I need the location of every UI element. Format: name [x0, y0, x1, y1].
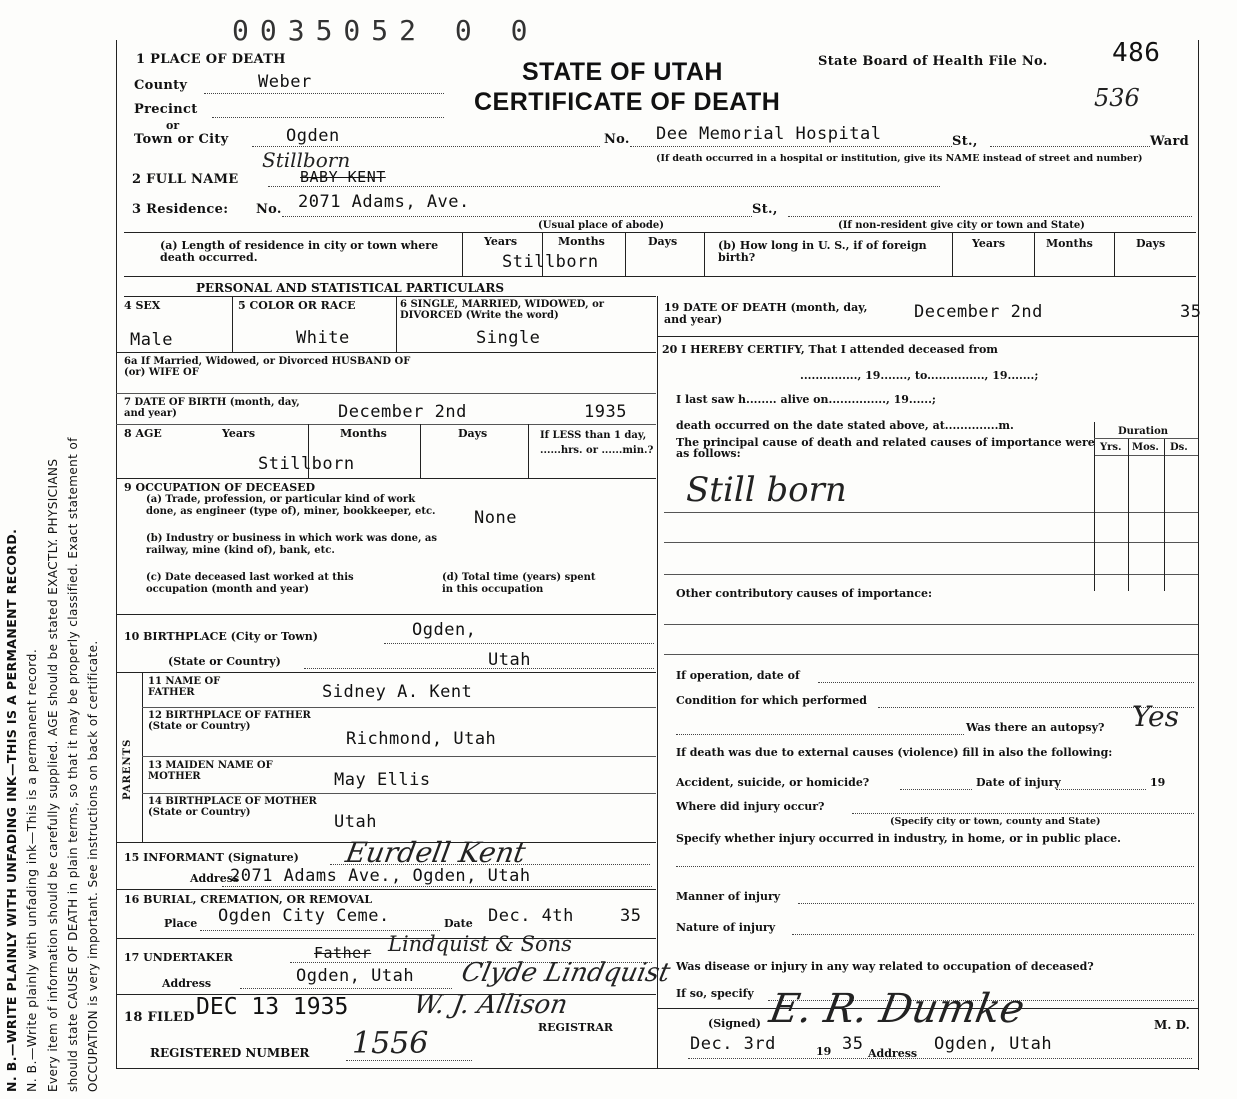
burial-place: Ogden City Ceme. — [218, 906, 390, 926]
registrar-signature: W. J. Allison — [411, 990, 570, 1020]
nature-label: Nature of injury — [676, 921, 776, 934]
undertaker-label: 17 UNDERTAKER — [124, 951, 233, 964]
father-label: 11 NAME OF FATHER — [148, 676, 221, 698]
burial-place-label: Place — [164, 917, 198, 930]
us-years-head: Years — [972, 237, 1006, 250]
burial-date-label: Date — [444, 917, 473, 930]
undertaker-struck: Father — [314, 944, 372, 962]
if-so-label: If so, specify — [676, 987, 754, 1000]
frame-right — [1198, 40, 1199, 1070]
spouse-label: 6a If Married, Widowed, or Divorced HUSBAND OF (or) WIFE OF — [124, 356, 411, 378]
color-label: 5 COLOR OR RACE — [238, 299, 356, 312]
age-years-head: Years — [222, 427, 256, 440]
specify-industry-label: Specify whether injury occurred in industry, in home, or in public place. — [676, 832, 1121, 845]
sign-year-prefix: 19 — [816, 1045, 832, 1058]
age-less-label: If LESS than 1 day, ......hrs. or ......min.? — [540, 430, 654, 456]
sign-address-label: Address — [868, 1047, 918, 1060]
mos-head: Mos. — [1132, 442, 1159, 453]
place-heading: 1 PLACE OF DEATH — [136, 52, 286, 67]
other-causes-label: Other contributory causes of importance: — [676, 587, 933, 600]
marital-label: 6 SINGLE, MARRIED, WIDOWED, or DIVORCED (Write the word) — [400, 299, 605, 321]
sidebar-line-5: OCCUPATION is very important. See instructions on back of certificate. — [86, 640, 100, 1092]
cause-value: Still born — [686, 470, 847, 510]
operation-label: If operation, date of — [676, 669, 800, 682]
accident-label: Accident, suicide, or homicide? — [676, 776, 870, 789]
marital-value: Single — [476, 328, 541, 348]
informant-signature: Eurdell Kent — [343, 836, 529, 869]
burial-label: 16 BURIAL, CREMATION, OR REMOVAL — [124, 893, 373, 906]
st-label: St., — [952, 134, 978, 149]
nonres-note: (If non-resident give city or town and State) — [838, 220, 1085, 231]
signed-label: (Signed) — [708, 1017, 761, 1030]
autopsy-label: Was there an autopsy? — [966, 721, 1105, 734]
autopsy-answer: Yes — [1132, 700, 1179, 733]
burial-date: Dec. 4th — [488, 906, 574, 926]
name-struck: BABY KENT — [300, 168, 386, 186]
burial-year: 35 — [620, 906, 642, 926]
us-days-head: Days — [1136, 237, 1166, 250]
occupation-c-label: (c) Date deceased last worked at this occupation (month and year) — [146, 572, 354, 595]
sign-year: 35 — [842, 1034, 864, 1054]
informant-address: 2071 Adams Ave., Ogden, Utah — [230, 866, 531, 886]
mother-bp-label: 14 BIRTHPLACE OF MOTHER (State or Country) — [148, 796, 317, 818]
specify-city-note: (Specify city or town, county and State) — [890, 816, 1101, 827]
undertaker-signature: Clyde Lindquist — [458, 958, 673, 988]
sidebar-line-2: N. B.—Write plainly with unfading ink—This is a permanent record. — [24, 648, 39, 1092]
injury-year: 19 — [1150, 776, 1166, 789]
sign-date: Dec. 3rd — [690, 1034, 776, 1054]
undertaker-value: Lindquist & Sons — [388, 932, 572, 956]
ds-head: Ds. — [1170, 442, 1188, 453]
us-months-head: Months — [1046, 237, 1093, 250]
dod-year: 35 — [1180, 302, 1202, 322]
undertaker-address-label: Address — [162, 977, 212, 990]
sidebar-line-1: N. B.—WRITE PLAINLY WITH UNFADING INK—THIS IS A PERMANENT RECORD. — [4, 528, 19, 1092]
father-value: Sidney A. Kent — [322, 682, 473, 702]
color-value: White — [296, 328, 350, 348]
frame-left — [116, 40, 117, 1068]
residence-no-label: No. — [256, 202, 282, 217]
age-value: Stillborn — [258, 454, 355, 474]
regnum-label: REGISTERED NUMBER — [150, 1046, 310, 1060]
mother-value: May Ellis — [334, 770, 431, 790]
dob-label: 7 DATE OF BIRTH (month, day, and year) — [124, 397, 300, 419]
dob-year: 1935 — [584, 402, 627, 422]
ward-label: Ward — [1150, 134, 1190, 149]
dod-value: December 2nd — [914, 302, 1043, 322]
file-number: 486 — [1112, 38, 1161, 68]
residence-st-label: St., — [752, 202, 778, 217]
occupation-label: 9 OCCUPATION OF DECEASED — [124, 481, 316, 494]
dod-label: 19 DATE OF DEATH (month, day, and year) — [664, 301, 868, 326]
related-label: Was disease or injury in any way related to occupation of deceased? — [676, 960, 1094, 973]
no-label: No. — [604, 132, 630, 147]
precinct-label: Precinct — [134, 102, 198, 117]
age-days-head: Days — [458, 427, 488, 440]
birthplace-state: Utah — [488, 650, 531, 670]
certify-dates: ..............., 19......., to..............., 19.......; — [800, 369, 1039, 382]
sex-value: Male — [130, 330, 173, 350]
certify-text: 20 I HEREBY CERTIFY, That I attended deceased from — [662, 343, 998, 356]
residence-label: 3 Residence: — [132, 202, 229, 217]
file-number-2: 536 — [1094, 84, 1140, 112]
occupation-value: None — [474, 508, 517, 528]
regnum-value: 1556 — [352, 1026, 429, 1061]
personal-heading: PERSONAL AND STATISTICAL PARTICULARS — [196, 281, 505, 295]
days-head: Days — [648, 235, 678, 248]
length-value: Stillborn — [502, 252, 599, 272]
informant-address-label: Address — [190, 872, 240, 885]
cert-title: CERTIFICATE OF DEATH — [474, 88, 781, 116]
file-label: State Board of Health File No. — [818, 54, 1048, 69]
father-bp-value: Richmond, Utah — [346, 729, 497, 749]
principal-cause-label: The principal cause of death and related causes of importance were as follows: — [676, 436, 1095, 460]
town-value: Ogden — [286, 126, 340, 146]
age-months-head: Months — [340, 427, 387, 440]
dob-value: December 2nd — [338, 402, 467, 422]
parents-label: PARENTS — [122, 738, 133, 800]
condition-label: Condition for which performed — [676, 694, 867, 707]
where-label: Where did injury occur? — [676, 800, 825, 813]
birthplace-label: 10 BIRTHPLACE (City or Town) — [124, 630, 318, 643]
years-head: Years — [484, 235, 518, 248]
county-value: Weber — [258, 72, 312, 92]
md-label: M. D. — [1154, 1018, 1190, 1032]
sex-label: 4 SEX — [124, 299, 161, 312]
serial-number: 0035052 0 0 — [232, 14, 539, 47]
or-label: or — [166, 119, 180, 132]
occupation-b-label: (b) Industry or business in which work was done, as railway, mine (kind of), bank, etc. — [146, 533, 438, 556]
mother-label: 13 MAIDEN NAME OF MOTHER — [148, 760, 273, 782]
date-injury-label: Date of injury — [976, 776, 1061, 789]
sidebar-line-4: should state CAUSE OF DEATH in plain terms, so that it may be properly classified. Exact statement of — [66, 437, 80, 1092]
sign-address: Ogden, Utah — [934, 1034, 1053, 1054]
hospital-value: Dee Memorial Hospital — [656, 124, 882, 144]
registrar-label: REGISTRAR — [538, 1021, 614, 1034]
hospital-note: (If death occurred in a hospital or institution, give its NAME instead of street and number) — [656, 153, 1143, 164]
yrs-head: Yrs. — [1100, 442, 1122, 453]
occupation-d-label: (d) Total time (years) spent in this occupation — [442, 572, 596, 595]
birthplace-city: Ogden, — [412, 620, 477, 640]
occupation-a-label: (a) Trade, profession, or particular kind of work done, as engineer (type of), miner, bookkeeper, etc. — [146, 494, 436, 517]
filed-label: 18 FILED — [124, 1010, 195, 1025]
undertaker-address: Ogden, Utah — [296, 966, 415, 986]
physician-signature: E. R. Dumke — [765, 986, 1028, 1032]
sidebar-line-3: Every item of information should be carefully supplied. AGE should be stated EXACTLY. PHYSICIANS — [46, 458, 60, 1092]
length-label: (a) Length of residence in city or town where death occurred. — [160, 239, 439, 264]
town-label: Town or City — [134, 132, 229, 147]
months-head: Months — [558, 235, 605, 248]
residence-value: 2071 Adams, Ave. — [298, 192, 470, 212]
abode-note: (Usual place of abode) — [538, 220, 664, 231]
state-title: STATE OF UTAH — [522, 58, 723, 86]
informant-label: 15 INFORMANT (Signature) — [124, 851, 299, 864]
duration-head: Duration — [1118, 426, 1169, 437]
name-handwritten: Stillborn — [262, 148, 351, 172]
last-saw: I last saw h........ alive on..............., 19......; — [676, 393, 936, 406]
full-name-label: 2 FULL NAME — [132, 172, 239, 187]
manner-label: Manner of injury — [676, 890, 781, 903]
age-label: 8 AGE — [124, 427, 162, 440]
column-divider — [657, 296, 658, 1068]
occurred-text: death occurred on the date stated above, at..............m. — [676, 419, 1014, 432]
father-bp-label: 12 BIRTHPLACE OF FATHER (State or Country) — [148, 710, 311, 732]
mother-bp-value: Utah — [334, 812, 377, 832]
external-causes-label: If death was due to external causes (violence) fill in also the following: — [676, 746, 1113, 759]
birthplace-state-label: (State or Country) — [168, 655, 281, 668]
us-label: (b) How long in U. S., if of foreign birth? — [718, 239, 927, 264]
county-label: County — [134, 78, 188, 93]
filed-value: DEC 13 1935 — [196, 994, 349, 1020]
